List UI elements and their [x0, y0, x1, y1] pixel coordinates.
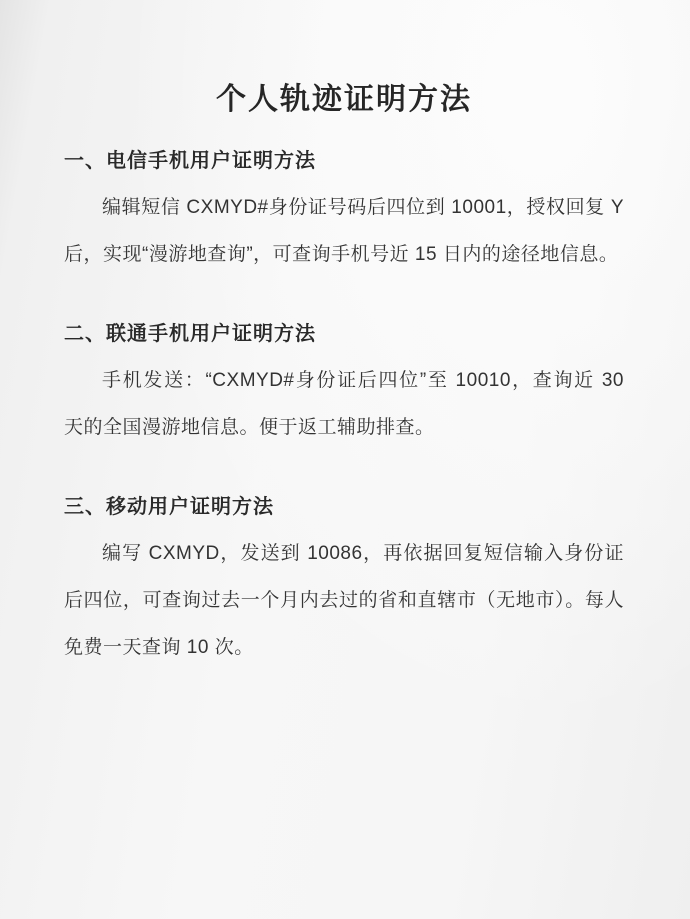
section-telecom-heading: 一、电信手机用户证明方法 — [64, 150, 316, 172]
section-mobile-body: 编写 CXMYD，发送到 10086，再依据回复短信输入身份证后四位，可查询过去一个月内去过的省和直辖市（无地市）。每人免费一天查询 10 次。 — [64, 543, 624, 658]
document-title: 个人轨迹证明方法 — [216, 83, 472, 116]
section-mobile — [64, 494, 624, 671]
section-unicom — [64, 321, 624, 451]
section-unicom-heading: 二、联通手机用户证明方法 — [64, 323, 316, 345]
section-unicom-body: 手机发送：“CXMYD#身份证后四位”至 10010，查询近 30 天的全国漫游地信息。便于返工辅助排查。 — [64, 370, 624, 438]
section-telecom — [64, 148, 624, 278]
section-mobile-heading: 三、移动用户证明方法 — [64, 496, 274, 518]
section-telecom-body: 编辑短信 CXMYD#身份证号码后四位到 10001，授权回复 Y 后，实现“漫游地查询”，可查询手机号近 15 日内的途径地信息。 — [64, 197, 624, 265]
